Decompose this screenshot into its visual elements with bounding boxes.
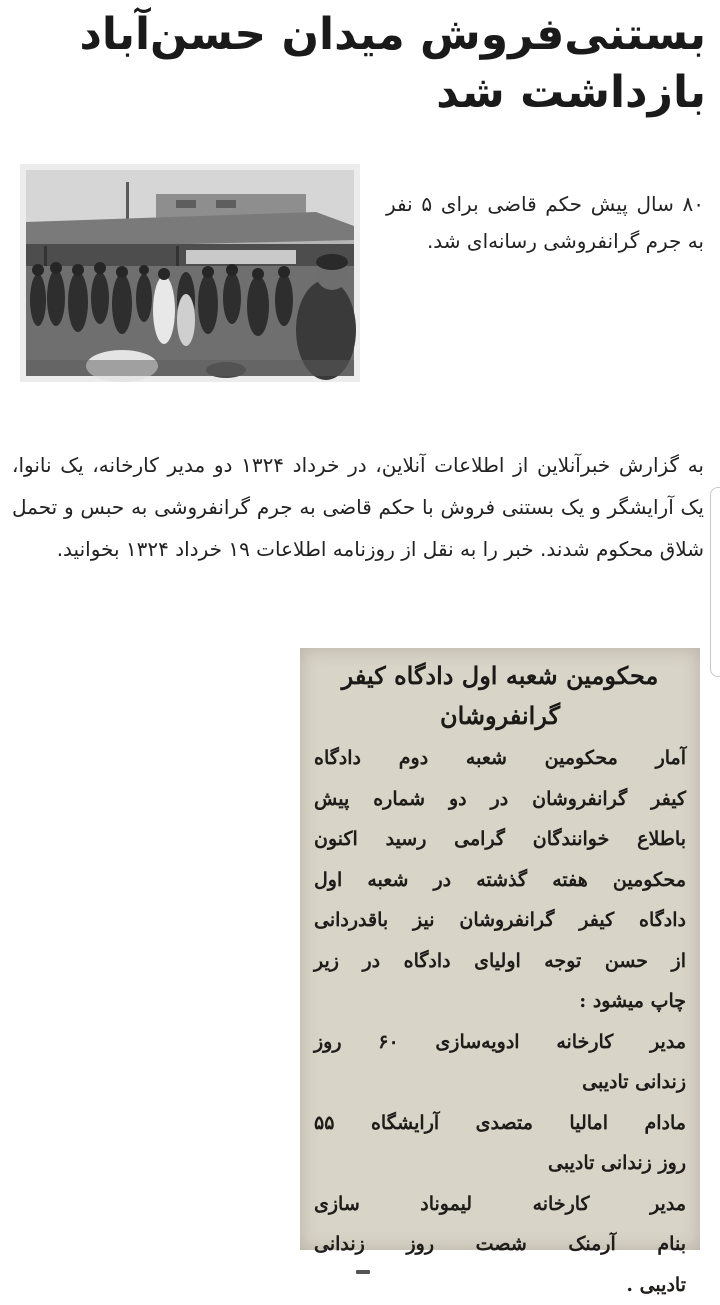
next-content-peek — [356, 1270, 370, 1274]
clipping-line: مدیر کارخانه لیموناد سازی — [314, 1184, 686, 1225]
clipping-line: چاپ میشود : — [314, 981, 686, 1022]
clipping-line: کیفر گرانفروشان در دو شماره پیش — [314, 779, 686, 820]
clipping-line: از حسن توجه اولیای دادگاه در زیر — [314, 941, 686, 982]
market-scene-image — [26, 170, 354, 376]
clipping-line: مادام اماليا متصدی آرایشگاه ۵۵ — [314, 1103, 686, 1144]
clipping-line: مدیر کارخانه ادویه‌سازی ۶۰ روز — [314, 1022, 686, 1063]
clipping-line: محکومین هفته گذشته در شعبه اول — [314, 860, 686, 901]
newspaper-clipping[interactable] — [300, 648, 700, 1250]
article-lead: ۸۰ سال پیش حکم قاضی برای ۵ نفر به جرم گرانفروشی رسانه‌ای شد. — [386, 186, 704, 260]
article-body: به گزارش خبرآنلاین از اطلاعات آنلاین، در خرداد ۱۳۲۴ دو مدیر کارخانه، یک نانوا، یک آرایشگر و یک بستنی فروش با حکم قاضی به جرم گرانفروشی به حبس و تحمل شلاق محکوم شدند. خبر را به نقل از روزنامه اطلاعات ۱۹ خرداد ۱۳۲۴ بخوانید. — [12, 444, 704, 570]
article-photo[interactable] — [20, 164, 360, 382]
article-headline: بستنی‌فروش میدان حسن‌آباد بازداشت شد — [16, 6, 706, 122]
clipping-text — [314, 738, 686, 1305]
clipping-title: محکومین شعبه اول دادگاه کیفر گرانفروشان — [312, 656, 688, 736]
clipping-line: روز زندانی تادیبی — [314, 1143, 686, 1184]
clipping-line: باطلاع خوانندگان گرامی رسید اکنون — [314, 819, 686, 860]
clipping-line: بنام آرمنک شصت روز زندانی — [314, 1224, 686, 1265]
clipping-line: آمار محکومین شعبه دوم دادگاه — [314, 738, 686, 779]
edge-scroll-handle[interactable] — [710, 487, 720, 677]
clipping-line: دادگاه کیفر گرانفروشان نیز باقدردانی — [314, 900, 686, 941]
clipping-line: زندانی تادیبی — [314, 1062, 686, 1103]
clipping-line: تادیبی . — [314, 1265, 686, 1305]
